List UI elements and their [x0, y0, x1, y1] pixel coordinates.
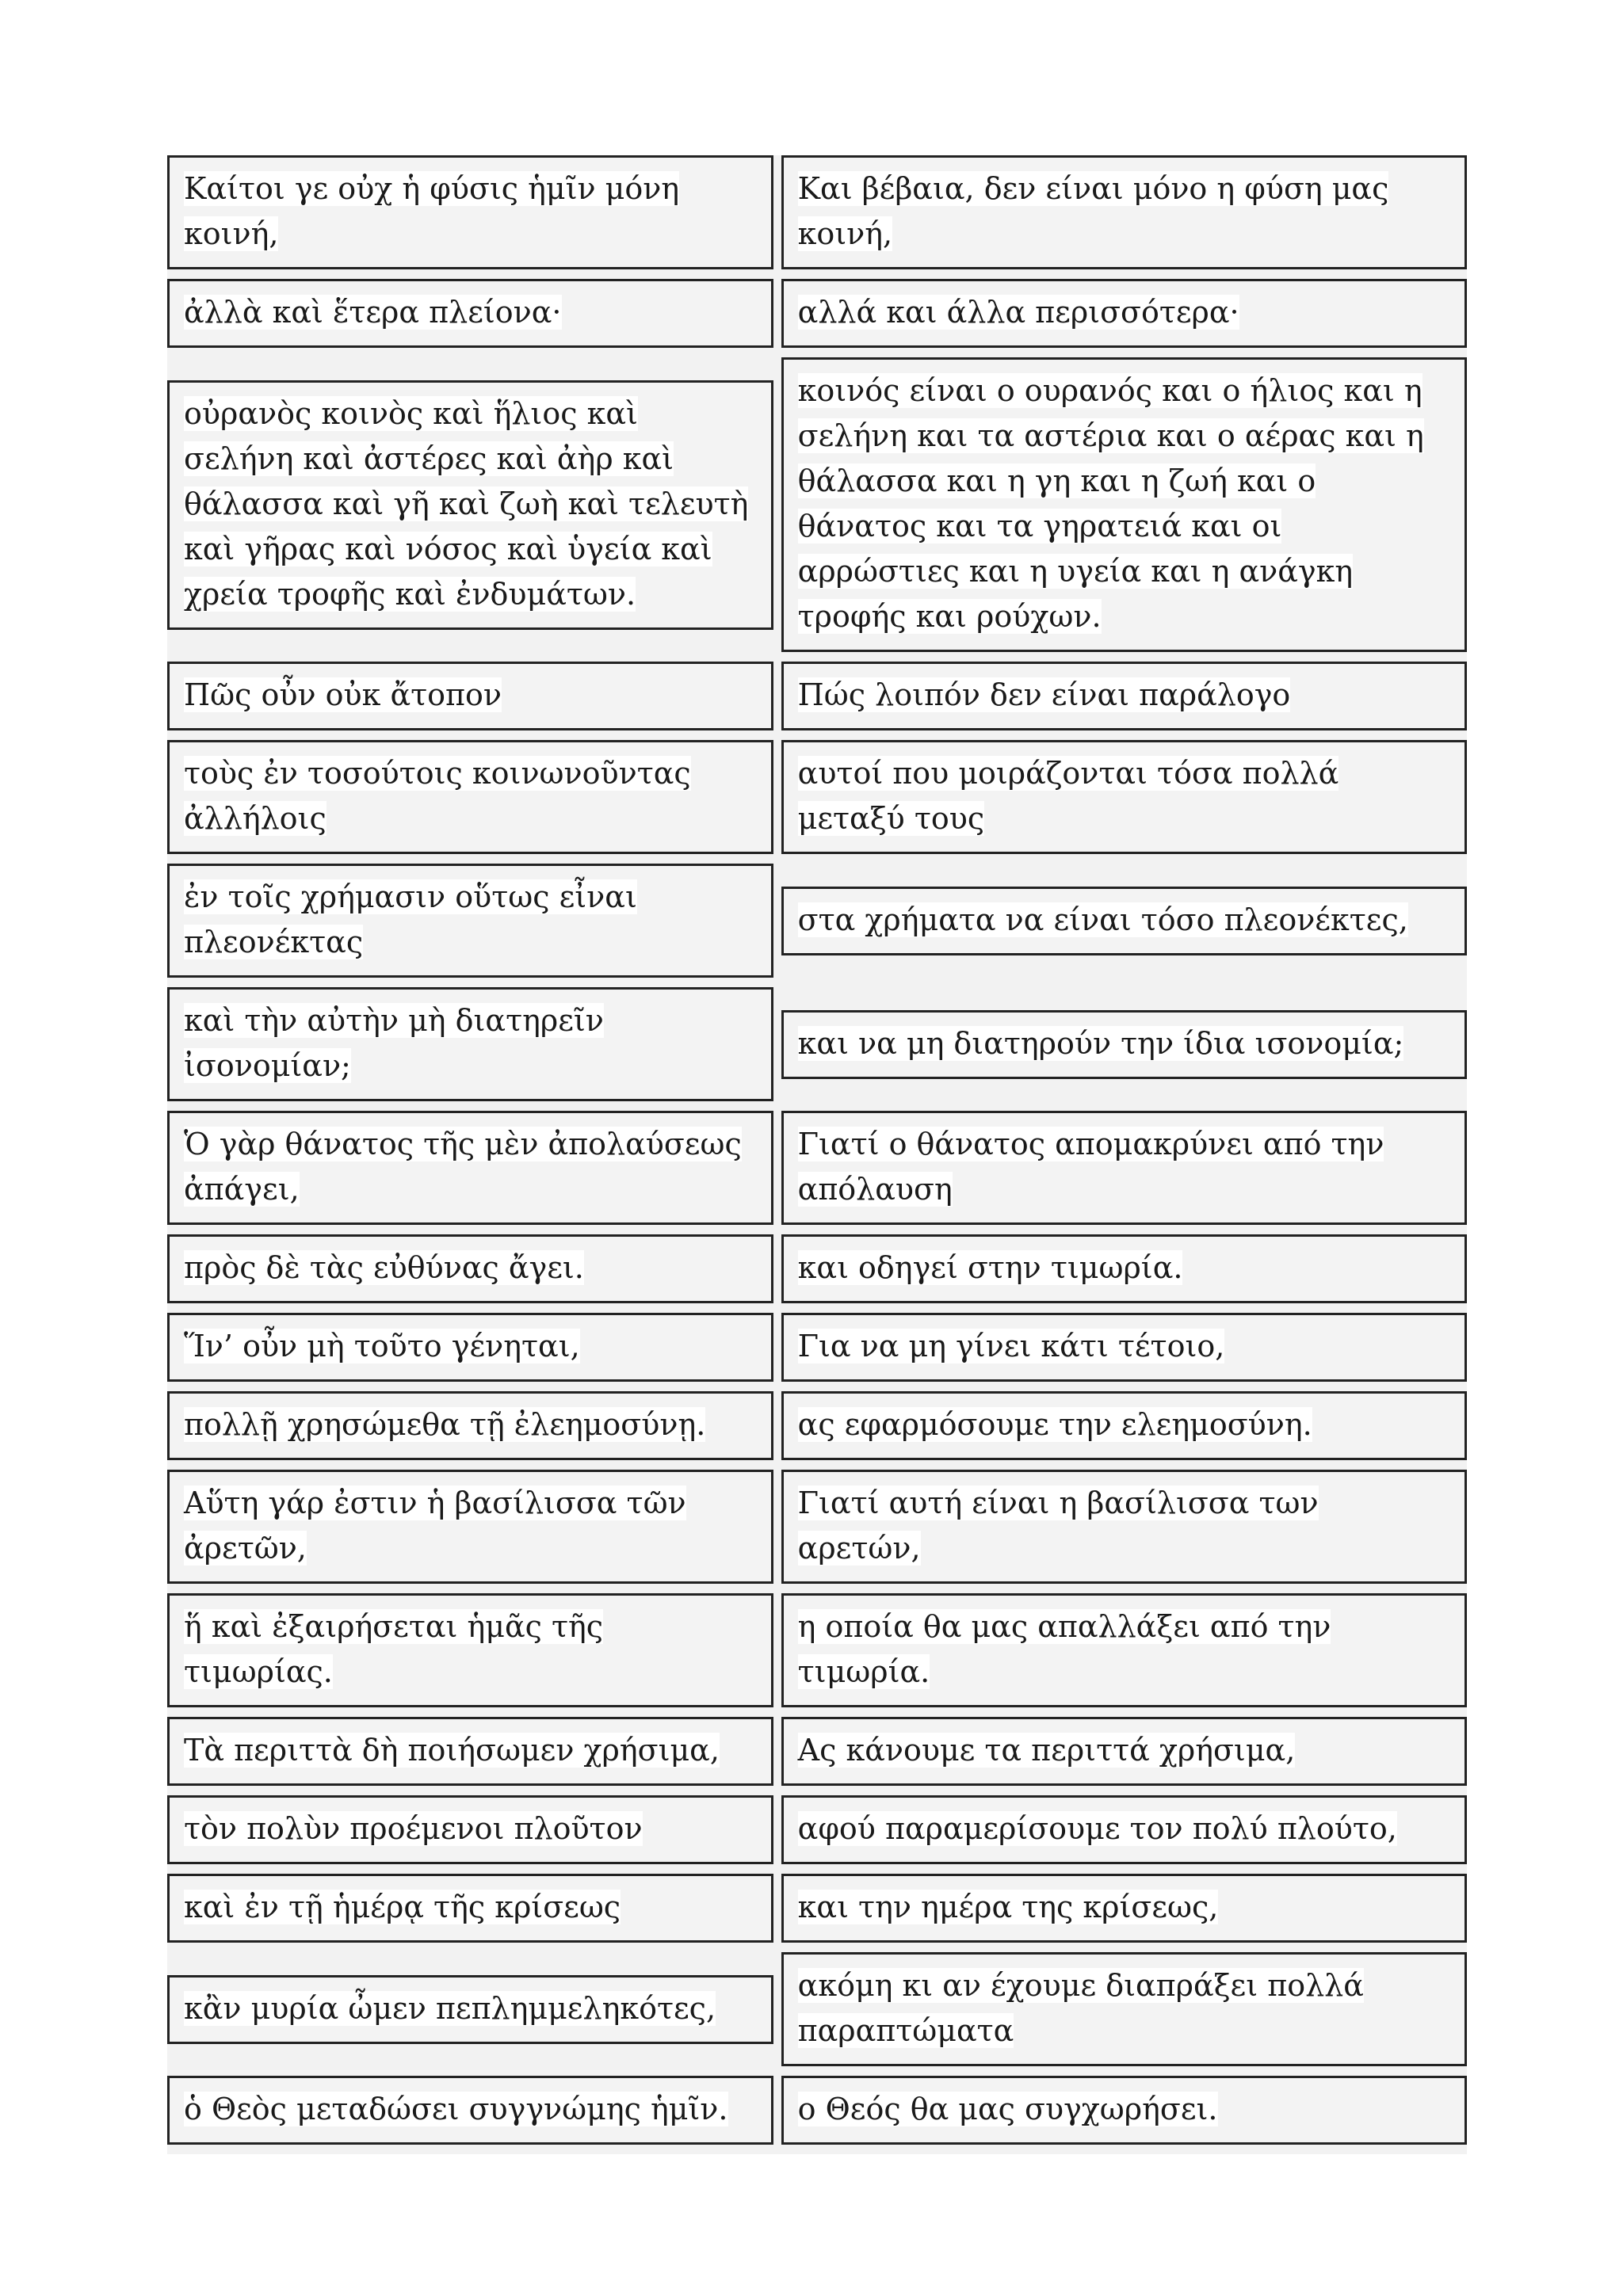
- modern-cell: [781, 740, 1467, 854]
- greek-text: ἐν τοῖς χρήμασιν οὕτως εἶναι πλεονέκτας: [184, 879, 637, 959]
- modern-text: κοινός είναι ο ουρανός και ο ήλιος και η σελήνη και τα αστέρια και ο αέρας και η θάλασσα και η γη και η ζωή και ο θάνατος και τα γηρατειά και οι αρρώστιες και η υγεία και η ανάγκη τροφής και ρούχων.: [797, 373, 1424, 634]
- table-row: [167, 662, 1467, 740]
- modern-text: ας εφαρμόσουμε την ελεημοσύνη.: [797, 1407, 1312, 1442]
- modern-text: ακόμη κι αν έχουμε διαπράξει πολλά παραπτώματα: [797, 1968, 1364, 2048]
- modern-text: η οποία θα μας απαλλάξει από την τιμωρία.: [797, 1609, 1331, 1689]
- modern-text: Και βέβαια, δεν είναι μόνο η φύση μας κοινή,: [797, 171, 1389, 251]
- greek-cell: [167, 1234, 773, 1303]
- modern-text: αλλά και άλλα περισσότερα·: [797, 295, 1239, 330]
- table-row: [167, 1952, 1467, 2076]
- modern-text: Γιατί αυτή είναι η βασίλισσα των αρετών,: [797, 1486, 1319, 1566]
- greek-text: ἥ καὶ ἐξαιρήσεται ἡμᾶς τῆς τιμωρίας.: [184, 1609, 604, 1689]
- greek-cell: [167, 864, 773, 978]
- greek-cell: [167, 1795, 773, 1864]
- greek-text: πρὸς δὲ τὰς εὐθύνας ἄγει.: [184, 1250, 584, 1285]
- modern-text: και οδηγεί στην τιμωρία.: [797, 1250, 1183, 1285]
- greek-text: Τὰ περιττὰ δὴ ποιήσωμεν χρήσιμα,: [184, 1733, 720, 1768]
- modern-cell: [781, 1717, 1467, 1786]
- modern-cell: [781, 1391, 1467, 1460]
- greek-cell: [167, 1391, 773, 1460]
- modern-text: και την ημέρα της κρίσεως,: [797, 1890, 1219, 1924]
- greek-text: πολλῇ χρησώμεθα τῇ ἐλεημοσύνῃ.: [184, 1407, 706, 1442]
- greek-text: ἀλλὰ καὶ ἕτερα πλείονα·: [184, 295, 562, 330]
- modern-cell: [781, 1313, 1467, 1382]
- table-row: [167, 1234, 1467, 1313]
- modern-cell: [781, 1234, 1467, 1303]
- modern-text: ο Θεός θα μας συγχωρήσει.: [797, 2092, 1218, 2126]
- modern-cell: [781, 662, 1467, 730]
- modern-text: αυτοί που μοιράζονται τόσα πολλά μεταξύ τους: [797, 756, 1339, 836]
- table-row: [167, 740, 1467, 864]
- greek-cell: [167, 1975, 773, 2044]
- modern-cell: [781, 279, 1467, 348]
- table-row: [167, 1874, 1467, 1952]
- modern-cell: [781, 1952, 1467, 2066]
- table-row: [167, 1795, 1467, 1874]
- greek-cell: [167, 2076, 773, 2145]
- greek-cell: [167, 987, 773, 1101]
- greek-text: κἂν μυρία ὦμεν πεπλημμεληκότες,: [184, 1990, 716, 2026]
- greek-cell: [167, 1111, 773, 1225]
- modern-cell: [781, 1593, 1467, 1707]
- modern-cell: [781, 357, 1467, 652]
- modern-cell: [781, 1111, 1467, 1225]
- table-row: [167, 279, 1467, 357]
- table-row: [167, 1593, 1467, 1717]
- greek-text: οὐρανὸς κοινὸς καὶ ἥλιος καὶ σελήνη καὶ ἀστέρες καὶ ἀὴρ καὶ θάλασσα καὶ γῆ καὶ ζωὴ καὶ τελευτὴ καὶ γῆρας καὶ νόσος καὶ ὑγεία καὶ χρεία τροφῆς καὶ ἐνδυμάτων.: [184, 395, 749, 612]
- modern-cell: [781, 155, 1467, 269]
- greek-text: Αὕτη γάρ ἐστιν ἡ βασίλισσα τῶν ἀρετῶν,: [184, 1486, 686, 1566]
- table-row: [167, 155, 1467, 279]
- greek-cell: [167, 1874, 773, 1943]
- table-row: [167, 1717, 1467, 1795]
- table-row: [167, 357, 1467, 662]
- greek-text: ὁ Θεὸς μεταδώσει συγγνώμης ἡμῖν.: [184, 2092, 728, 2126]
- modern-text: και να μη διατηρούν την ίδια ισονομία;: [797, 1025, 1404, 1061]
- table-row: [167, 1111, 1467, 1234]
- greek-cell: [167, 1593, 773, 1707]
- modern-text: Ας κάνουμε τα περιττά χρήσιμα,: [797, 1733, 1296, 1768]
- greek-text: Ἵν’ οὖν μὴ τοῦτο γένηται,: [184, 1329, 580, 1363]
- table-row: [167, 1470, 1467, 1593]
- modern-text: Πώς λοιπόν δεν είναι παράλογο: [797, 677, 1291, 712]
- greek-cell: [167, 279, 773, 348]
- greek-text: καὶ ἐν τῇ ἡμέρᾳ τῆς κρίσεως: [184, 1890, 621, 1924]
- greek-text: Πῶς οὖν οὐκ ἄτοπον: [184, 677, 502, 712]
- greek-cell: [167, 155, 773, 269]
- greek-text: τοὺς ἐν τοσούτοις κοινωνοῦντας ἀλλήλοις: [184, 756, 691, 836]
- modern-cell: [781, 2076, 1467, 2145]
- table-row: [167, 987, 1467, 1111]
- greek-cell: [167, 1470, 773, 1584]
- modern-cell: [781, 1010, 1467, 1079]
- greek-text: καὶ τὴν αὐτὴν μὴ διατηρεῖν ἰσονομίαν;: [184, 1003, 604, 1083]
- greek-text: τὸν πολὺν προέμενοι πλοῦτον: [184, 1811, 643, 1846]
- modern-text: Γιατί ο θάνατος απομακρύνει από την απόλαυση: [797, 1127, 1384, 1207]
- modern-text: στα χρήματα να είναι τόσο πλεονέκτες,: [797, 902, 1408, 937]
- table-row: [167, 864, 1467, 987]
- modern-text: αφού παραμερίσουμε τον πολύ πλούτο,: [797, 1811, 1397, 1846]
- modern-text: Για να μη γίνει κάτι τέτοιο,: [797, 1329, 1225, 1363]
- modern-cell: [781, 887, 1467, 955]
- modern-cell: [781, 1795, 1467, 1864]
- translation-table: [167, 155, 1467, 2154]
- modern-cell: [781, 1874, 1467, 1943]
- greek-cell: [167, 740, 773, 854]
- greek-cell: [167, 1313, 773, 1382]
- greek-text: Καίτοι γε οὐχ ἡ φύσις ἡμῖν μόνη κοινή,: [184, 171, 680, 251]
- table-row: [167, 2076, 1467, 2154]
- greek-cell: [167, 662, 773, 730]
- greek-cell: [167, 1717, 773, 1786]
- greek-cell: [167, 380, 773, 630]
- table-row: [167, 1313, 1467, 1391]
- modern-cell: [781, 1470, 1467, 1584]
- table-row: [167, 1391, 1467, 1470]
- greek-text: Ὁ γὰρ θάνατος τῆς μὲν ἀπολαύσεως ἀπάγει,: [184, 1127, 742, 1207]
